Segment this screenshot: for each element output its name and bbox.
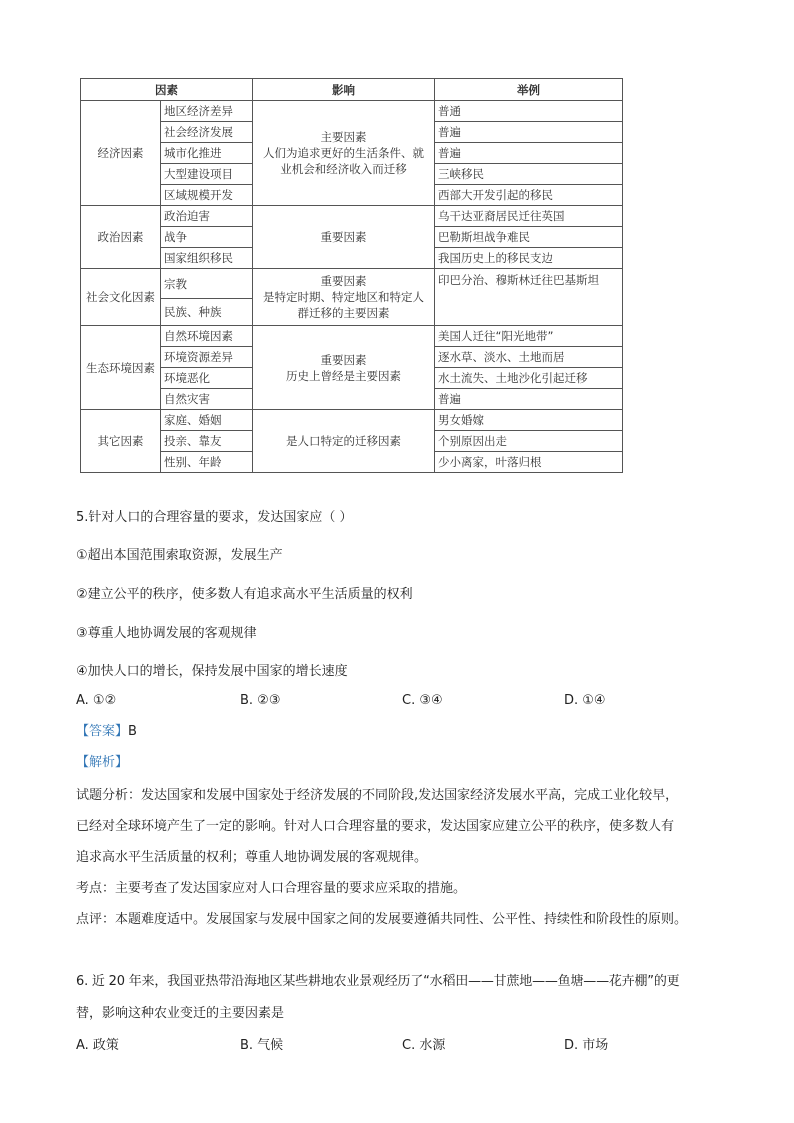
example: 普遍	[435, 143, 623, 164]
example: 我国历史上的移民支边	[435, 248, 623, 269]
example: 美国人迁往“阳光地带”	[435, 326, 623, 347]
example: 少小离家，叶落归根	[435, 452, 623, 473]
example: 普遍	[435, 122, 623, 143]
sub-factor: 自然环境因素	[161, 326, 253, 347]
answer-tag: 【答案】	[76, 724, 129, 739]
category-ecological: 生态环境因素	[81, 326, 161, 410]
sub-factor: 国家组织移民	[161, 248, 253, 269]
example: 三峡移民	[435, 164, 623, 185]
impact-line: 群迁移的主要因素	[297, 306, 390, 320]
q5-item-3: ③尊重人地协调发展的客观规律	[76, 626, 257, 641]
sub-factor: 自然灾害	[161, 389, 253, 410]
q5-option-c: C. ③④	[402, 693, 443, 708]
impact-social-cultural	[253, 269, 435, 326]
table-row	[81, 101, 623, 122]
impact-ecological	[253, 326, 435, 410]
sub-factor: 宗教	[161, 269, 253, 299]
impact-line: 是人口特定的迁移因素	[286, 434, 401, 448]
table-row	[81, 410, 623, 431]
q6-option-a: A. 政策	[76, 1038, 119, 1053]
sub-factor: 家庭、婚姻	[161, 410, 253, 431]
sub-factor: 战争	[161, 227, 253, 248]
sub-factor: 性别、年龄	[161, 452, 253, 473]
analysis-line: 追求高水平生活质量的权利；尊重人地协调发展的客观规律。	[76, 850, 428, 865]
table-row	[81, 206, 623, 227]
category-political: 政治因素	[81, 206, 161, 269]
example: 西部大开发引起的移民	[435, 185, 623, 206]
category-social-cultural: 社会文化因素	[81, 269, 161, 326]
impact-other	[253, 410, 435, 473]
example: 普遍	[435, 389, 623, 410]
sub-factor: 地区经济差异	[161, 101, 253, 122]
example: 男女婚嫁	[435, 410, 623, 431]
sub-factor: 环境资源差异	[161, 347, 253, 368]
table-row	[81, 326, 623, 347]
q5-option-a: A. ①②	[76, 693, 117, 708]
q6-option-d: D. 市场	[564, 1038, 609, 1053]
impact-line: 重要因素	[320, 230, 367, 244]
q5-option-d: D. ①④	[564, 693, 606, 708]
q5-item-4: ④加快人口的增长，保持发展中国家的增长速度	[76, 664, 348, 679]
example: 普通	[435, 101, 623, 122]
example: 个别原因出走	[435, 431, 623, 452]
q5-item-1: ①超出本国范围索取资源，发展生产	[76, 548, 283, 563]
sub-factor: 区域规模开发	[161, 185, 253, 206]
sub-factor: 社会经济发展	[161, 122, 253, 143]
impact-line: 主要因素	[320, 130, 367, 144]
example: 乌干达亚裔居民迁往英国	[435, 206, 623, 227]
q6-stem-line-1: 6. 近 20 年来，我国亚热带沿海地区某些耕地农业景观经历了“水稻田——甘蔗地——鱼塘——花卉棚”的更	[76, 974, 680, 989]
table-header-row	[81, 79, 623, 101]
q6-option-c: C. 水源	[402, 1038, 446, 1053]
q5-item-2: ②建立公平的秩序，使多数人有追求高水平生活质量的权利	[76, 587, 413, 602]
impact-line: 是特定时期、特定地区和特定人	[263, 290, 424, 304]
category-other: 其它因素	[81, 410, 161, 473]
sub-factor: 民族、种族	[161, 299, 253, 326]
table-row	[81, 269, 623, 299]
sub-factor: 政治迫害	[161, 206, 253, 227]
example: 水土流失、土地沙化引起迁移	[435, 368, 623, 389]
answer-line	[76, 722, 137, 742]
header-impact: 影响	[253, 79, 435, 101]
q5-option-b: B. ②③	[240, 693, 281, 708]
impact-line: 历史上曾经是主要因素	[286, 368, 401, 383]
q6-option-b: B. 气候	[240, 1038, 284, 1053]
analysis-line: 点评：本题难度适中。发展国家与发展中国家之间的发展要遵循共同性、公平性、持续性和阶段性的原则。	[76, 912, 688, 927]
q5-stem: 5.针对人口的合理容量的要求，发达国家应（ ）	[76, 510, 353, 525]
q5-analysis	[76, 780, 736, 935]
impact-line: 人们为追求更好的生活条件、就	[263, 146, 424, 160]
analysis-line: 考点：主要考查了发达国家应对人口合理容量的要求应采取的措施。	[76, 881, 467, 896]
sub-factor: 大型建设项目	[161, 164, 253, 185]
header-factor: 因素	[81, 79, 253, 101]
sub-factor: 投亲、靠友	[161, 431, 253, 452]
impact-line: 重要因素	[320, 352, 367, 367]
sub-factor: 环境恶化	[161, 368, 253, 389]
example: 逐水草、淡水、土地而居	[435, 347, 623, 368]
analysis-tag: 【解析】	[76, 755, 129, 770]
example: 巴勒斯坦战争难民	[435, 227, 623, 248]
impact-economic	[253, 101, 435, 206]
analysis-line: 已经对全球环境产生了一定的影响。针对人口合理容量的要求，发达国家应建立公平的秩序，使多数人有	[76, 819, 675, 834]
q6-stem-line-2: 替，影响这种农业变迁的主要因素是	[76, 1006, 285, 1021]
header-example: 举例	[435, 79, 623, 101]
analysis-heading	[76, 753, 128, 773]
migration-factors-table	[80, 78, 623, 473]
analysis-line: 试题分析：发达国家和发展中国家处于经济发展的不同阶段,发达国家经济发展水平高，完成工业化较早，	[76, 788, 679, 803]
impact-line: 重要因素	[320, 274, 367, 288]
answer-value: B	[128, 724, 137, 739]
impact-line: 业机会和经济收入而迁移	[280, 162, 407, 176]
impact-political	[253, 206, 435, 269]
category-economic: 经济因素	[81, 101, 161, 206]
example: 印巴分治、穆斯林迁往巴基斯坦	[435, 269, 623, 326]
sub-factor: 城市化推进	[161, 143, 253, 164]
